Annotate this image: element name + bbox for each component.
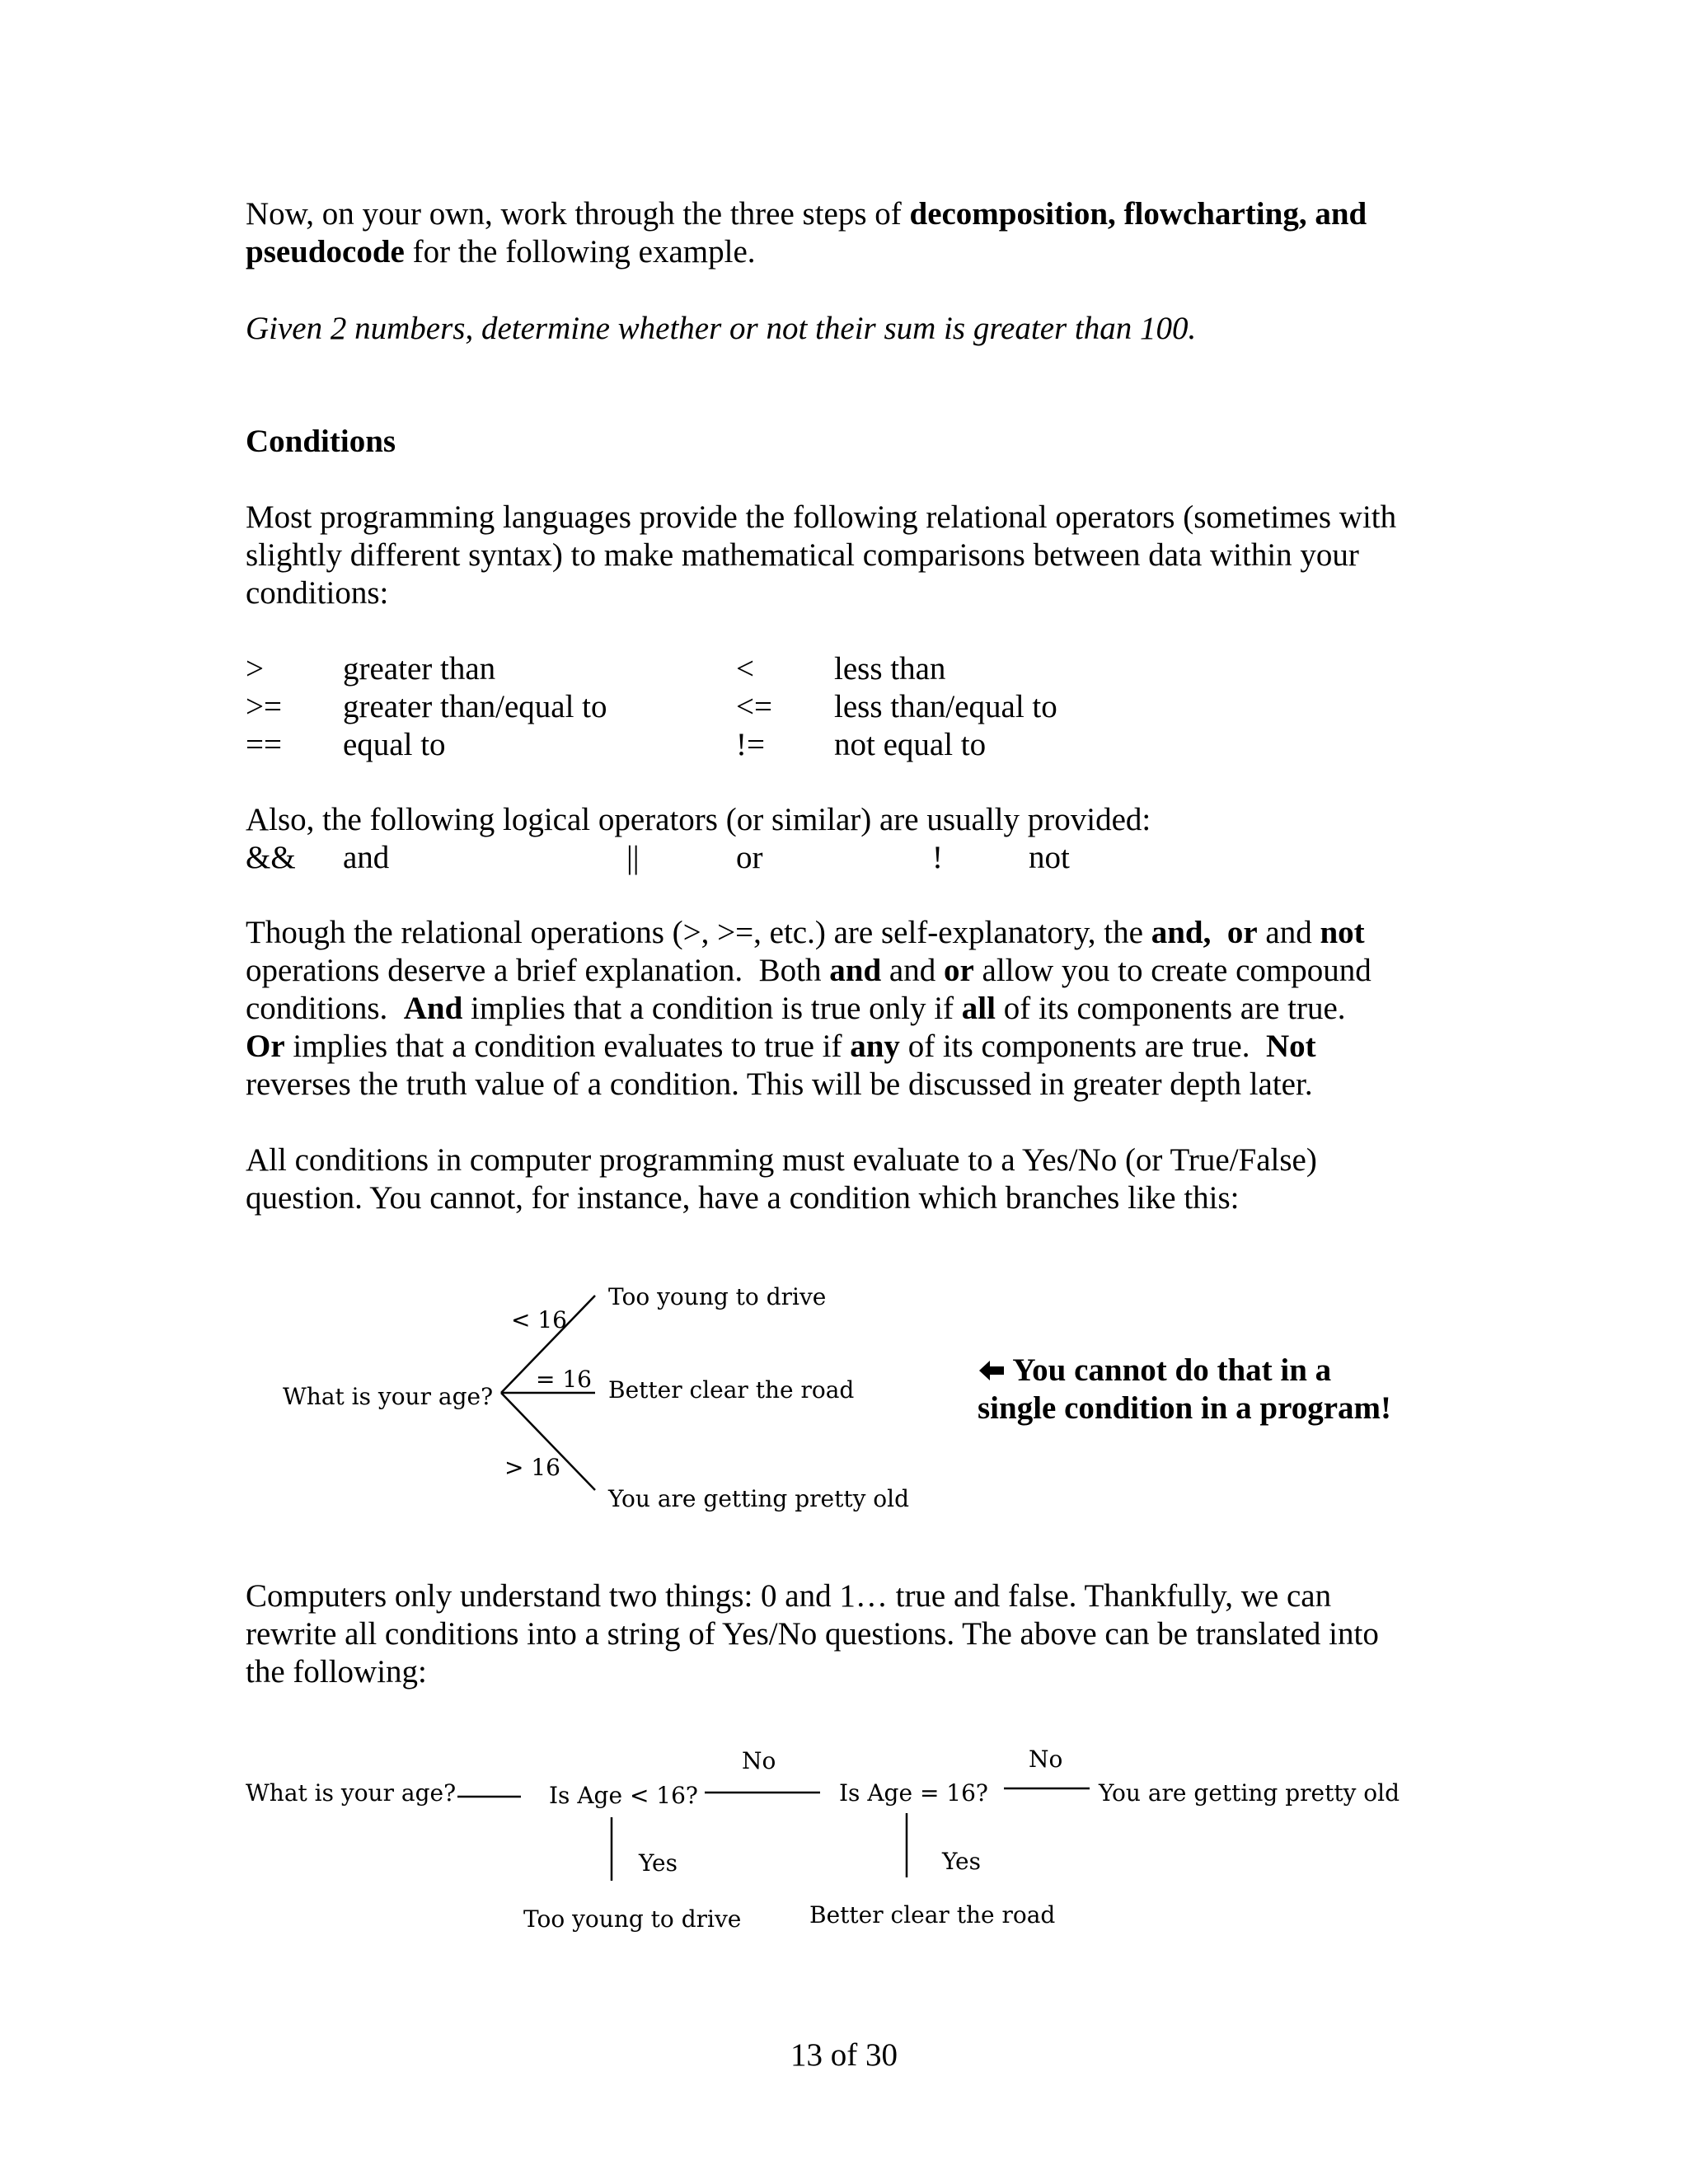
operator-symbol: >= xyxy=(246,689,282,724)
intro-text: Now, on your own, work through the three steps of xyxy=(246,196,910,232)
branch-label-eq: = 16 xyxy=(536,1366,592,1393)
text-run: of its components are true. xyxy=(995,991,1346,1026)
logical-intro: Also, the following logical operators (or similar) are usually provided: xyxy=(246,802,1151,837)
no-label: No xyxy=(742,1747,776,1774)
yesno-line: All conditions in computer programming must evaluate to a Yes/No (or True/False) xyxy=(246,1142,1317,1178)
operator-meaning: not equal to xyxy=(834,727,987,762)
figure-note-line-2: single condition in a program! xyxy=(978,1390,1391,1426)
intro-text-end: for the following example. xyxy=(404,234,756,269)
figure-question: What is your age? xyxy=(283,1383,494,1410)
text-run: and xyxy=(881,953,944,988)
binary-line: the following: xyxy=(246,1654,427,1690)
text-run: implies that a condition evaluates to true if xyxy=(284,1029,851,1064)
operator-meaning: less than/equal to xyxy=(834,689,1057,724)
bold-run: And xyxy=(403,991,463,1026)
text-run: Though the relational operations (>, >=, etc.) are self-explanatory, the xyxy=(246,915,1151,950)
operator-symbol: && xyxy=(246,840,296,875)
bold-run: or xyxy=(943,953,974,988)
example-prompt: Given 2 numbers, determine whether or not their sum is greater than 100. xyxy=(246,311,1197,346)
branch-label-lt: < 16 xyxy=(511,1306,567,1333)
operator-symbol: < xyxy=(736,651,754,687)
outcome-young: Too young to drive xyxy=(523,1905,742,1933)
page-number: 13 of 30 xyxy=(790,2037,898,2073)
text-run: allow you to create compound xyxy=(973,953,1372,988)
bold-run: or xyxy=(1226,915,1258,950)
intro-bold-terms: decomposition, flowcharting, and xyxy=(909,196,1367,232)
outcome-young: Too young to drive xyxy=(608,1283,827,1310)
bold-run: Not xyxy=(1265,1029,1316,1064)
operator-meaning: or xyxy=(736,840,763,875)
relational-intro-line: slightly different syntax) to make mathematical comparisons between data within your xyxy=(246,537,1359,573)
text-run: and xyxy=(1257,915,1320,950)
operator-symbol: ! xyxy=(932,840,943,875)
yes-label: Yes xyxy=(942,1848,981,1875)
operator-meaning: not xyxy=(1029,840,1070,875)
operator-meaning: greater than/equal to xyxy=(343,689,607,724)
relational-intro-line: Most programming languages provide the following relational operators (sometimes with xyxy=(246,499,1397,535)
explanation-line: reverses the truth value of a condition. This will be discussed in greater depth later. xyxy=(246,1066,1313,1102)
bold-run: not xyxy=(1320,915,1365,950)
text-run: operations deserve a brief explanation. Both xyxy=(246,953,830,988)
relational-intro-line: conditions: xyxy=(246,575,389,611)
operator-symbol: != xyxy=(736,727,765,762)
yesno-line: question. You cannot, for instance, have a condition which branches like this: xyxy=(246,1180,1240,1216)
no-label: No xyxy=(1029,1746,1063,1773)
section-heading: Conditions xyxy=(246,424,396,459)
outcome-clear: Better clear the road xyxy=(809,1901,1056,1929)
bold-run: and, xyxy=(1151,915,1212,950)
intro-bold-pseudocode: pseudocode xyxy=(246,234,405,269)
text-run: conditions. xyxy=(246,991,404,1026)
text-run: of its components are true. xyxy=(899,1029,1266,1064)
condition-eq: Is Age = 16? xyxy=(839,1779,988,1807)
yes-label: Yes xyxy=(639,1849,678,1877)
operator-symbol: || xyxy=(626,840,640,875)
note-line-1: You cannot do that in a xyxy=(1012,1352,1332,1388)
condition-lt: Is Age < 16? xyxy=(549,1782,698,1809)
bold-run: all xyxy=(961,991,996,1026)
outcome-old: You are getting pretty old xyxy=(608,1485,910,1512)
operator-symbol: == xyxy=(246,727,282,762)
operator-meaning: greater than xyxy=(343,651,496,687)
text-run: implies that a condition is true only if xyxy=(462,991,962,1026)
binary-line: Computers only understand two things: 0 and 1… true and false. Thankfully, we can xyxy=(246,1578,1332,1614)
outcome-old: You are getting pretty old xyxy=(1099,1779,1400,1807)
operator-symbol: > xyxy=(246,651,264,687)
branch-label-gt: > 16 xyxy=(504,1454,560,1481)
operator-meaning: and xyxy=(343,840,390,875)
bold-run: and xyxy=(829,953,882,988)
binary-line: rewrite all conditions into a string of Yes/No questions. The above can be translated into xyxy=(246,1616,1379,1652)
outcome-clear: Better clear the road xyxy=(608,1376,855,1404)
bold-run: any xyxy=(850,1029,900,1064)
operator-meaning: less than xyxy=(834,651,946,687)
operator-symbol: <= xyxy=(736,689,772,724)
bold-run: Or xyxy=(246,1029,285,1064)
operator-meaning: equal to xyxy=(343,727,446,762)
chain-question: What is your age? xyxy=(246,1779,457,1807)
